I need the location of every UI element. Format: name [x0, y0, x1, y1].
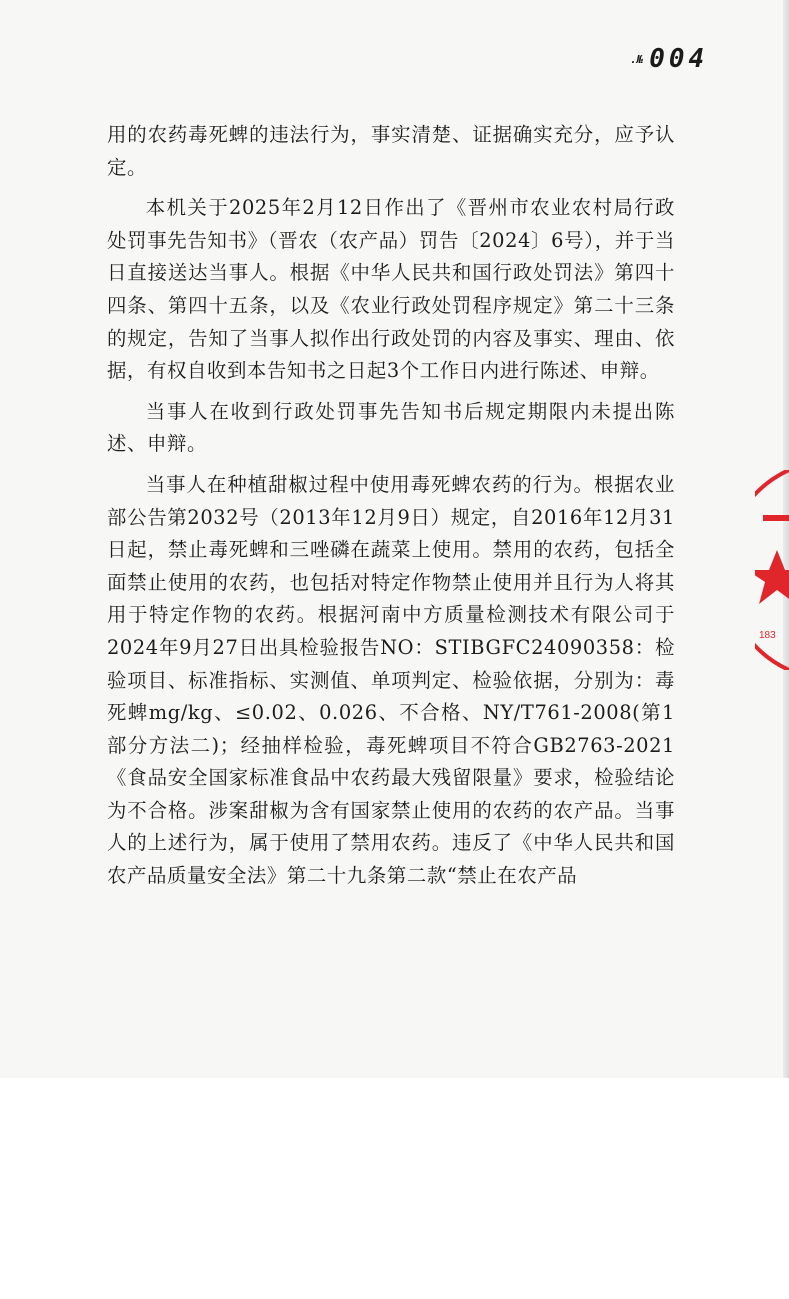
paragraph-continuation: 用的农药毒死蜱的违法行为，事实清楚、证据确实充分，应予认定。 [107, 123, 675, 179]
seal-text-fragment: 183 [759, 630, 776, 641]
page-number [630, 44, 708, 74]
paragraph-violation-analysis: 当事人在种植甜椒过程中使用毒死蜱农药的行为。根据农业部公告第2032号（2013年12月9日）规定，自2016年12月31日起，禁止毒死蜱和三唑磷在蔬菜上使用。禁用的农药，包括全面禁止使用的农药，也包括对特定作物禁止使用并且行为人将其用于特定作物的农药。根据河南中方质量检测技术有限公司于2024年9月27日出具检验报告NO：STIBGFC24090358：检验项目、标准指标、实测值、单项判定、检验依据，分别为：毒死蜱mg/kg、≤0.02、0.026、不合格、NY/T761-2008(第1部分方法二)；经抽样检验，毒死蜱项目不符合GB2763-2021《食品安全国家标准食品中农药最大残留限量》要求，检验结论为不合格。涉案甜椒为含有国家禁止使用的农药的农产品。当事人的上述行为，属于使用了禁用农药。违反了《中华人民共和国农产品质量安全法》第二十九条第二款“禁止在农产品 [107, 472, 675, 888]
page-number-prefix: .№ [630, 53, 644, 66]
paragraph-notice: 本机关于2025年2月12日作出了《晋州市农业农村局行政处罚事先告知书》（晋农（农产品）罚告〔2024〕6号），并于当日直接送达当事人。根据《中华人民共和国行政处罚法》第四十四条、第四十五条，以及《农业行政处罚程序规定》第二十三条的规定，告知了当事人拟作出行政处罚的内容及事实、理由、依据，有权自收到本告知书之日起3个工作日内进行陈述、申辩。 [107, 196, 675, 383]
page-number-value: 004 [649, 44, 709, 74]
document-body [107, 119, 675, 901]
official-seal-fragment [755, 470, 789, 670]
seal-star [755, 550, 789, 604]
paragraph-no-defense: 当事人在收到行政处罚事先告知书后规定期限内未提出陈述、申辩。 [107, 399, 675, 456]
